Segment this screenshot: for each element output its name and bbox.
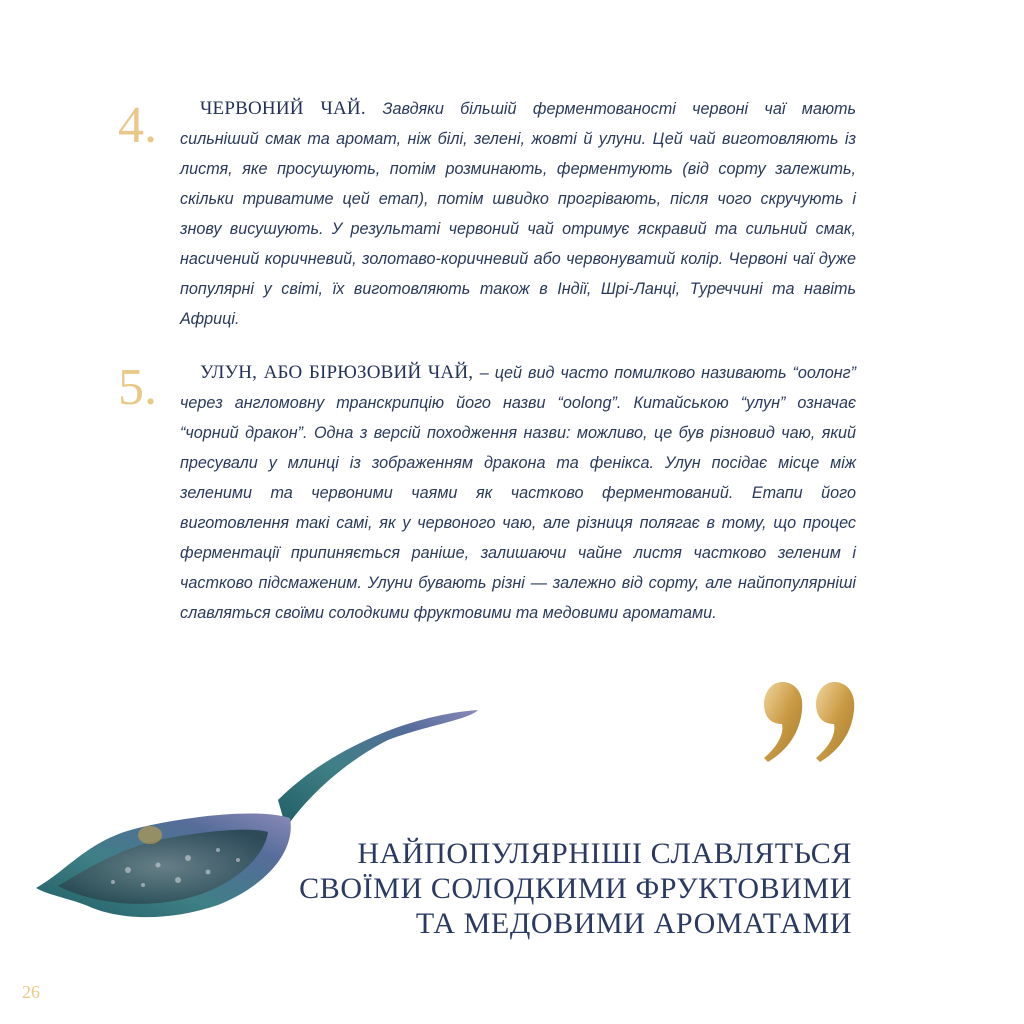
section-number-5: 5. xyxy=(118,359,157,416)
quote-mark-icon xyxy=(760,682,860,772)
section-body: – цей вид часто помилково називають “оолонг” через англомовну транскрипцію його назви “oolong”. Китайською “улун” означає “чорний дракон”. Одна з версій походження назви: можливо, це був різновид чаю, який пресували у млинці із зображенням дракона та фенікса. Улун посідає місце між зеленими та червоними чаями як частково ферментований. Етапи його виготовлення такі самі, як у червоного чаю, але різниця полягає в тому, що процес ферментації припиняється раніше, залишаючи чайне листя частково зеленим і частково підсмаженим. Улуни бувають різні — залежно від сорту, але найпопулярніші славляться своїми солодкими фруктовими та медовими ароматами. xyxy=(180,364,856,622)
section-red-tea xyxy=(180,94,856,334)
pull-quote-line: НАЙПОПУЛЯРНІШІ СЛАВЛЯТЬСЯ xyxy=(357,837,852,870)
section-title: УЛУН, АБО БІРЮЗОВИЙ ЧАЙ, xyxy=(200,362,480,383)
section-title: ЧЕРВОНИЙ ЧАЙ. xyxy=(200,98,383,119)
pull-quote xyxy=(299,836,852,941)
pull-quote-line: СВОЇМИ СОЛОДКИМИ ФРУКТОВИМИ xyxy=(299,872,852,905)
section-body: Завдяки більшій ферментованості червоні чаї мають сильніший смак та аромат, ніж білі, зелені, жовті й улуни. Цей чай виготовляють із листя, яке просушують, потім розминають, ферментують (від сорту залежить, скільки триватиме цей етап), потім швидко прогрівають, після чого скручують і знову висушують. У результаті червоний чай отримує яскравий та сильний смак, насичений коричневий, золотаво-коричневий або червонуватий колір. Червоні чаї дуже популярні у світі, їх виготовляють також в Індії, Шрі-Ланці, Туреччині та навіть Африці. xyxy=(180,100,856,328)
page-number: 26 xyxy=(22,982,40,1002)
pull-quote-line: ТА МЕДОВИМИ АРОМАТАМИ xyxy=(415,907,852,940)
section-number-4: 4. xyxy=(118,97,157,154)
section-oolong xyxy=(180,358,856,628)
